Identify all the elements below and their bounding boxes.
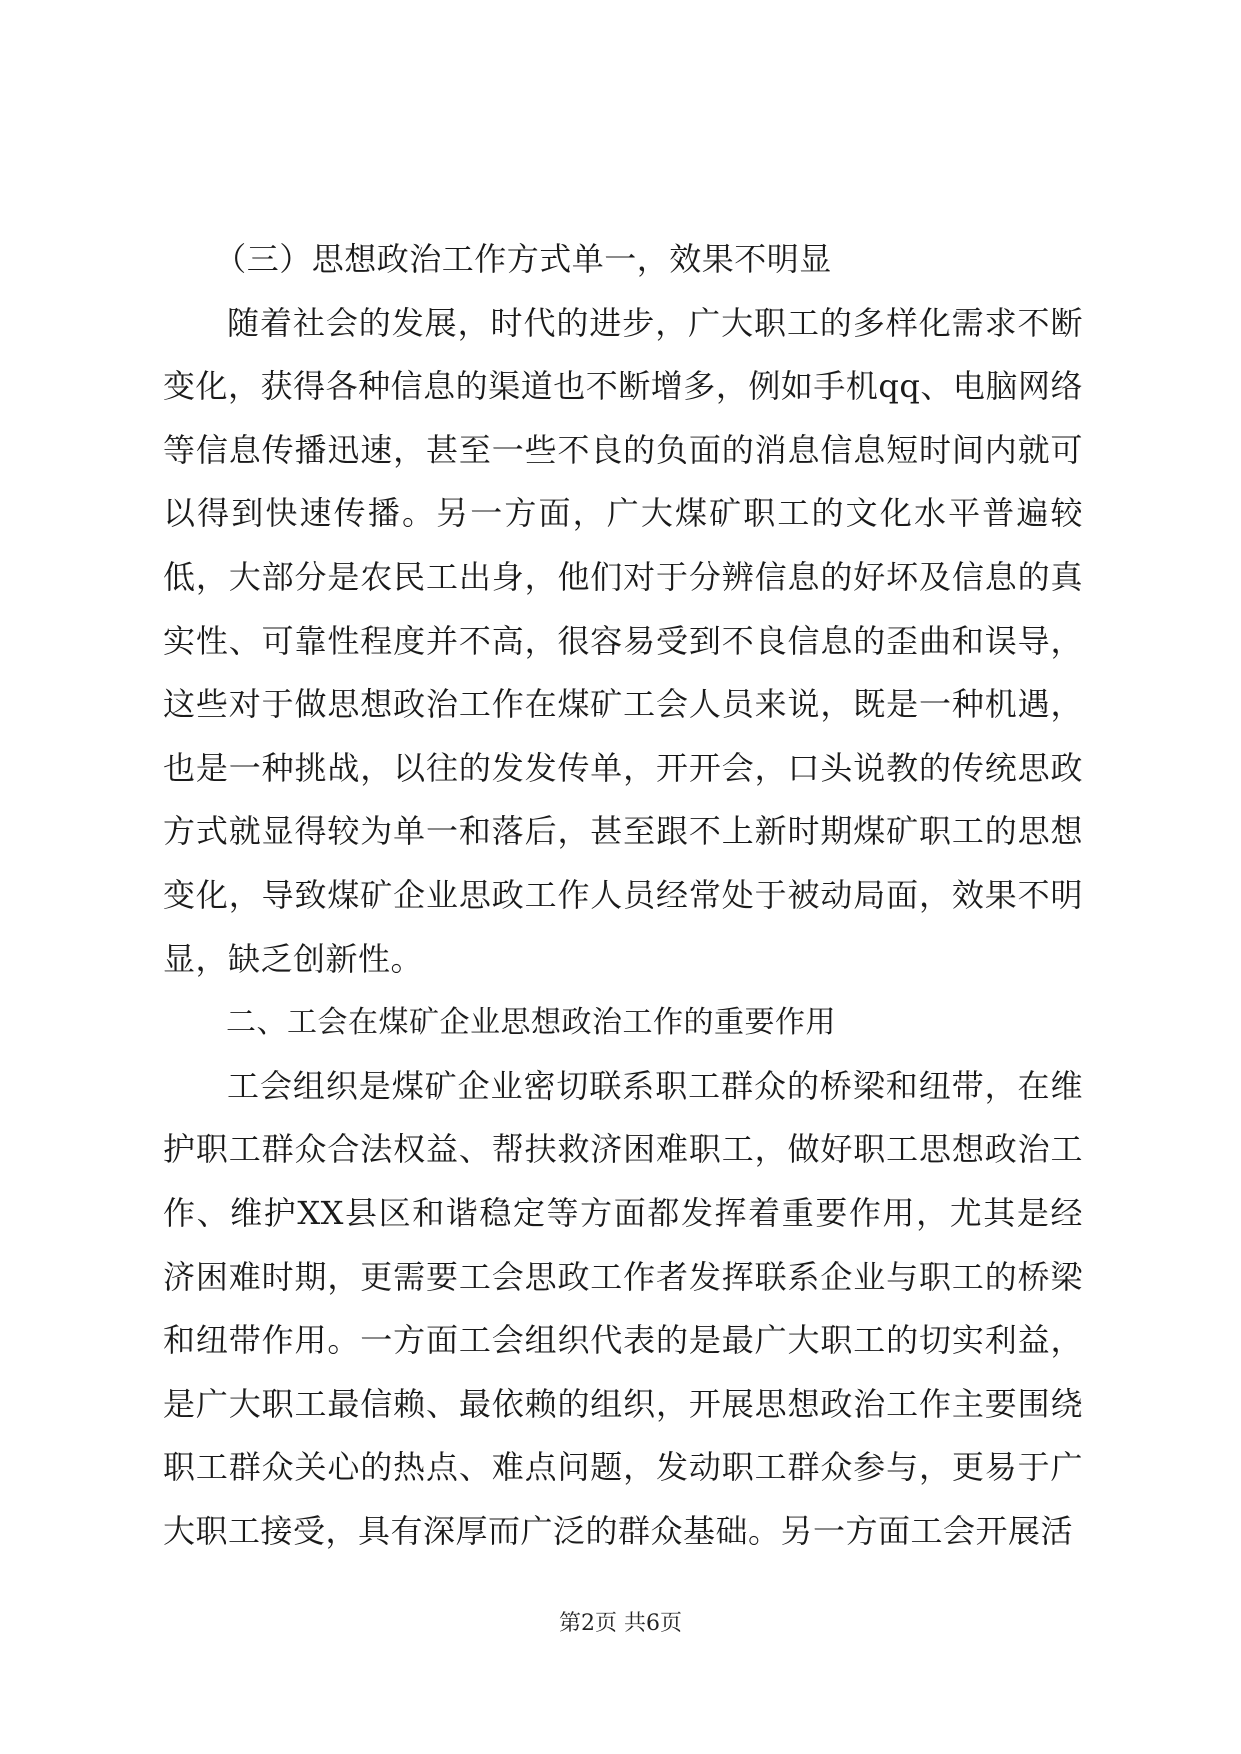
document-body <box>163 228 1083 1563</box>
section-heading-2: 二、工会在煤矿企业思想政治工作的重要作用 <box>226 1005 836 1041</box>
page-number-footer: 第2页 共6页 <box>559 1611 682 1636</box>
body-paragraph-2: 工会组织是煤矿企业密切联系职工群众的桥梁和纽带，在维护职工群众合法权益、帮扶救济困难职工，做好职工思想政治工作、维护XX县区和谐稳定等方面都发挥着重要作用，尤其是经济困难时期，更需要工会思政工作者发挥联系企业与职工的桥梁和纽带作用。一方面工会组织代表的是最广大职工的切实利益，是广大职工最信赖、最依赖的组织，开展思想政治工作主要围绕职工群众关心的热点、难点问题，发动职工群众参与，更易于广大职工接受，具有深厚而广泛的群众基础。另一方面工会开展活 <box>163 1066 1083 1550</box>
body-paragraph-1: 随着社会的发展，时代的进步，广大职工的多样化需求不断变化，获得各种信息的渠道也不断增多，例如手机qq、电脑网络等信息传播迅速，甚至一些不良的负面的消息信息短时间内就可以得到快速传播。另一方面，广大煤矿职工的文化水平普遍较低，大部分是农民工出身，他们对于分辨信息的好坏及信息的真实性、可靠性程度并不高，很容易受到不良信息的歪曲和误导，这些对于做思想政治工作在煤矿工会人员来说，既是一种机遇，也是一种挑战，以往的发发传单，开开会，口头说教的传统思政方式就显得较为单一和落后，甚至跟不上新时期煤矿职工的思想变化，导致煤矿企业思政工作人员经常处于被动局面，效果不明显，缺乏创新性。 <box>163 303 1083 978</box>
section-heading-3: （三）思想政治工作方式单一，效果不明显 <box>214 240 832 278</box>
